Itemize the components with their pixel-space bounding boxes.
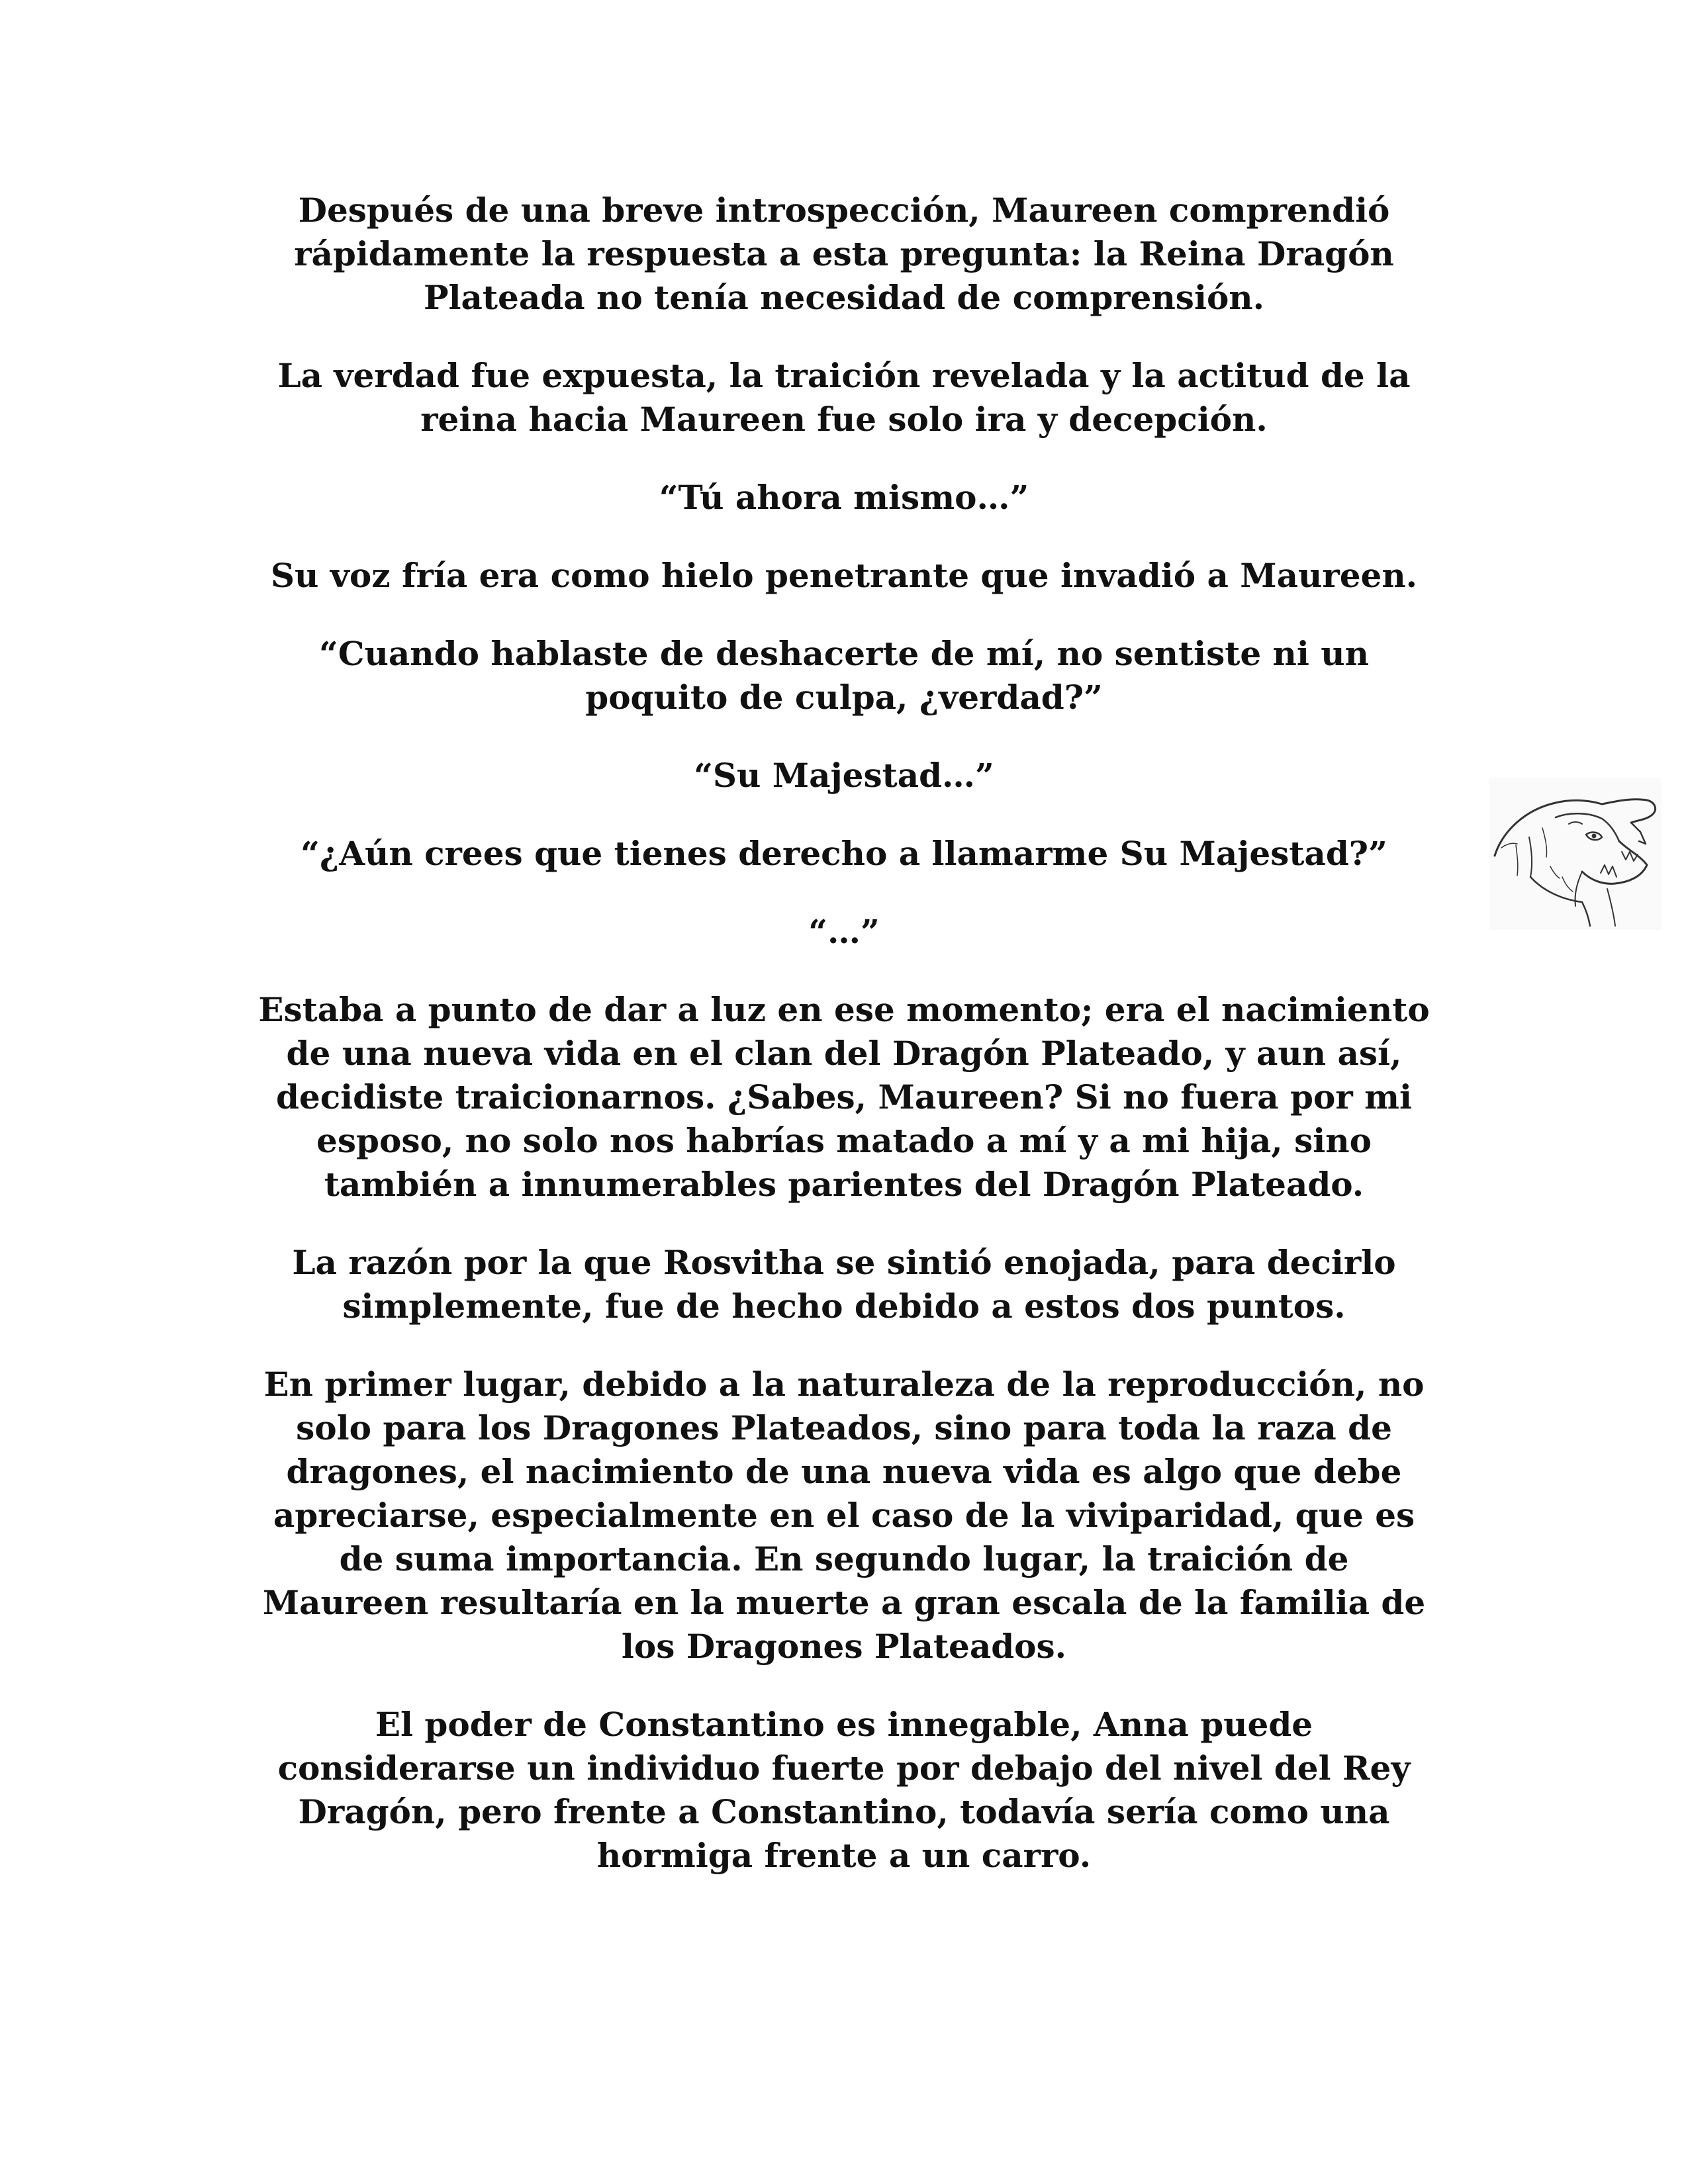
paragraph — [218, 1703, 1470, 1878]
text-line: reina hacia Maureen fue solo ira y decepción. — [420, 400, 1268, 439]
paragraph — [218, 988, 1470, 1206]
text-line: El poder de Constantino es innegable, Anna puede — [375, 1705, 1313, 1744]
text-line: Maureen resultaría en la muerte a gran escala de la familia de — [262, 1583, 1426, 1622]
paragraph — [218, 1363, 1470, 1668]
text-line: los Dragones Plateados. — [621, 1627, 1067, 1666]
paragraph — [218, 189, 1470, 320]
text-line: “¿Aún crees que tienes derecho a llamarme Su Majestad?” — [301, 834, 1387, 873]
text-line: Su voz fría era como hielo penetrante que invadió a Maureen. — [270, 556, 1418, 595]
text-line: de suma importancia. En segundo lugar, la traición de — [339, 1539, 1349, 1578]
text-line: de una nueva vida en el clan del Dragón Plateado, y aun así, — [286, 1034, 1402, 1073]
dragon-head-sketch-icon — [1489, 778, 1662, 930]
text-line: Dragón, pero frente a Constantino, todavía sería como una — [298, 1792, 1390, 1831]
paragraph — [218, 354, 1470, 441]
text-line: esposo, no solo nos habrías matado a mí y a mi hija, sino — [316, 1121, 1372, 1160]
text-line: “Cuando hablaste de deshacerte de mí, no sentiste ni un — [318, 634, 1370, 673]
text-line: En primer lugar, debido a la naturaleza de la reproducción, no — [263, 1365, 1425, 1404]
text-line: Plateada no tenía necesidad de comprensión. — [423, 278, 1265, 317]
text-line: apreciarse, especialmente en el caso de la viviparidad, que es — [273, 1496, 1415, 1535]
text-line: “…” — [808, 912, 880, 951]
text-line: La verdad fue expuesta, la traición revelada y la actitud de la — [277, 356, 1411, 395]
text-line: rápidamente la respuesta a esta pregunta: la Reina Dragón — [294, 234, 1394, 273]
text-line: decidiste traicionarnos. ¿Sabes, Maureen? Si no fuera por mi — [275, 1077, 1413, 1116]
paragraph — [218, 832, 1470, 876]
text-line: simplemente, fue de hecho debido a estos dos puntos. — [342, 1287, 1346, 1326]
text-line: dragones, el nacimiento de una nueva vida es algo que debe — [286, 1452, 1402, 1491]
text-line: solo para los Dragones Plateados, sino para toda la raza de — [296, 1408, 1392, 1447]
paragraph — [218, 554, 1470, 598]
text-line: Estaba a punto de dar a luz en ese momento; era el nacimiento — [258, 990, 1430, 1029]
text-line: La razón por la que Rosvitha se sintió enojada, para decirlo — [292, 1243, 1396, 1282]
paragraph — [218, 632, 1470, 719]
story-text — [218, 189, 1470, 1912]
text-line: también a innumerables parientes del Dragón Plateado. — [324, 1165, 1364, 1204]
text-line: “Su Majestad…” — [694, 756, 994, 795]
text-line: “Tú ahora mismo…” — [659, 478, 1029, 517]
text-line: poquito de culpa, ¿verdad?” — [585, 678, 1103, 717]
paragraph — [218, 476, 1470, 520]
text-line: considerarse un individuo fuerte por debajo del nivel del Rey — [277, 1749, 1411, 1788]
paragraph — [218, 910, 1470, 954]
text-line: hormiga frente a un carro. — [596, 1836, 1092, 1875]
paragraph — [218, 1241, 1470, 1328]
text-line: Después de una breve introspección, Maureen comprendió — [298, 191, 1390, 230]
paragraph — [218, 754, 1470, 797]
